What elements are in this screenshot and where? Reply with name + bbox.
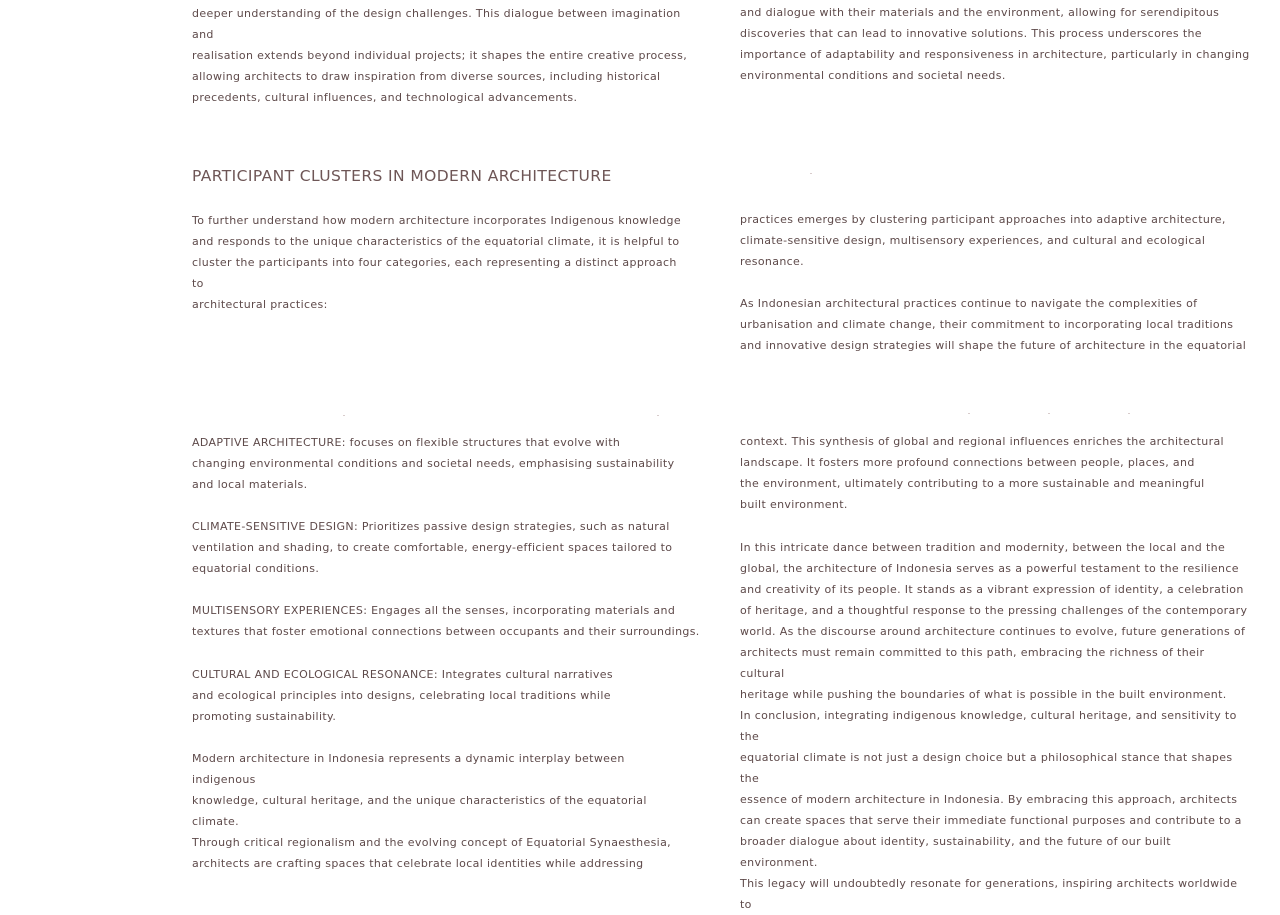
section-heading: PARTICIPANT CLUSTERS IN MODERN ARCHITECTURE (192, 167, 612, 185)
cluster-climate-sensitive-design: CLIMATE-SENSITIVE DESIGN: Prioritizes passive design strategies, such as natural ventilation and shading, to create comfortable, energy-efficient spaces tailored to equatorial conditions. (192, 520, 673, 575)
top-right-paragraph: and dialogue with their materials and the environment, allowing for serendipitous discoveries that can lead to innovative solutions. This process underscores the importance of adaptability and responsiveness in architecture, particularly in changing environmental conditions and societal needs. (740, 6, 1250, 82)
cluster-adaptive-architecture: ADAPTIVE ARCHITECTURE: focuses on flexible structures that evolve with changing environmental conditions and societal needs, emphasising sustainability and local materials. (192, 436, 675, 491)
scan-speck (1128, 413, 1130, 414)
left-closing-paragraph: Modern architecture in Indonesia represents a dynamic interplay between indigenous knowledge, cultural heritage, and the unique characteristics of the equatorial climate. Through critical regionalism and the evolving concept of Equatorial Synaesthesia, architects are crafting spaces that celebrate local identities while addressing (192, 752, 672, 870)
scan-speck (810, 173, 812, 174)
right-paragraph-4: In this intricate dance between tradition and modernity, between the local and the global, the architecture of Indonesia serves as a powerful testament to the resilience and creativity of its people. It stands as a vibrant expression of identity, a celebration of heritage, and a thoughtful response to the pressing challenges of the contemporary world. As the discourse around architecture continues to evolve, future generations of architects must remain committed to this path, embracing the richness of their cultural heritage while pushing the boundaries of what is possible in the built environment. (740, 541, 1248, 701)
cluster-multisensory-experiences: MULTISENSORY EXPERIENCES: Engages all the senses, incorporating materials and textures that foster emotional connections between occupants and their surroundings. (192, 604, 700, 638)
right-paragraph-5: In conclusion, integrating indigenous knowledge, cultural heritage, and sensitivity to the equatorial climate is not just a design choice but a philosophical stance that shapes the essence of modern architecture in Indonesia. By embracing this approach, architects can create spaces that serve their immediate functional purposes and contribute to a broader dialogue about identity, sustainability, and the future of our built environment. This legacy will undoubtedly resonate for generations, inspiring architects worldwide to (740, 709, 1242, 911)
top-left-paragraph: deeper understanding of the design challenges. This dialogue between imagination and realisation extends beyond individual projects; it shapes the entire creative process, allowing architects to draw inspiration from diverse sources, including historical precedents, cultural influences, and technological advancements. (192, 7, 688, 104)
right-paragraph-2: As Indonesian architectural practices continue to navigate the complexities of urbanisation and climate change, their commitment to incorporating local traditions and innovative design strategies will shape the future of architecture in the equatorial (740, 297, 1247, 352)
scan-speck (968, 413, 970, 414)
intro-paragraph: To further understand how modern architecture incorporates Indigenous knowledge and responds to the unique characteristics of the equatorial climate, it is helpful to cluster the participants into four categories, each representing a distinct approach to architectural practices: (192, 214, 681, 311)
right-paragraph-3: context. This synthesis of global and regional influences enriches the architectural landscape. It fosters more profound connections between people, places, and the environment, ultimately contributing to a more sustainable and meaningful built environment. (740, 435, 1224, 511)
scan-speck (343, 415, 345, 416)
scan-speck (1048, 413, 1050, 414)
scan-speck (657, 415, 659, 416)
cluster-cultural-ecological-resonance: CULTURAL AND ECOLOGICAL RESONANCE: Integrates cultural narratives and ecological principles into designs, celebrating local traditions while promoting sustainability. (192, 668, 613, 723)
right-paragraph-1: practices emerges by clustering participant approaches into adaptive architecture, climate-sensitive design, multisensory experiences, and cultural and ecological resonance. (740, 213, 1226, 268)
